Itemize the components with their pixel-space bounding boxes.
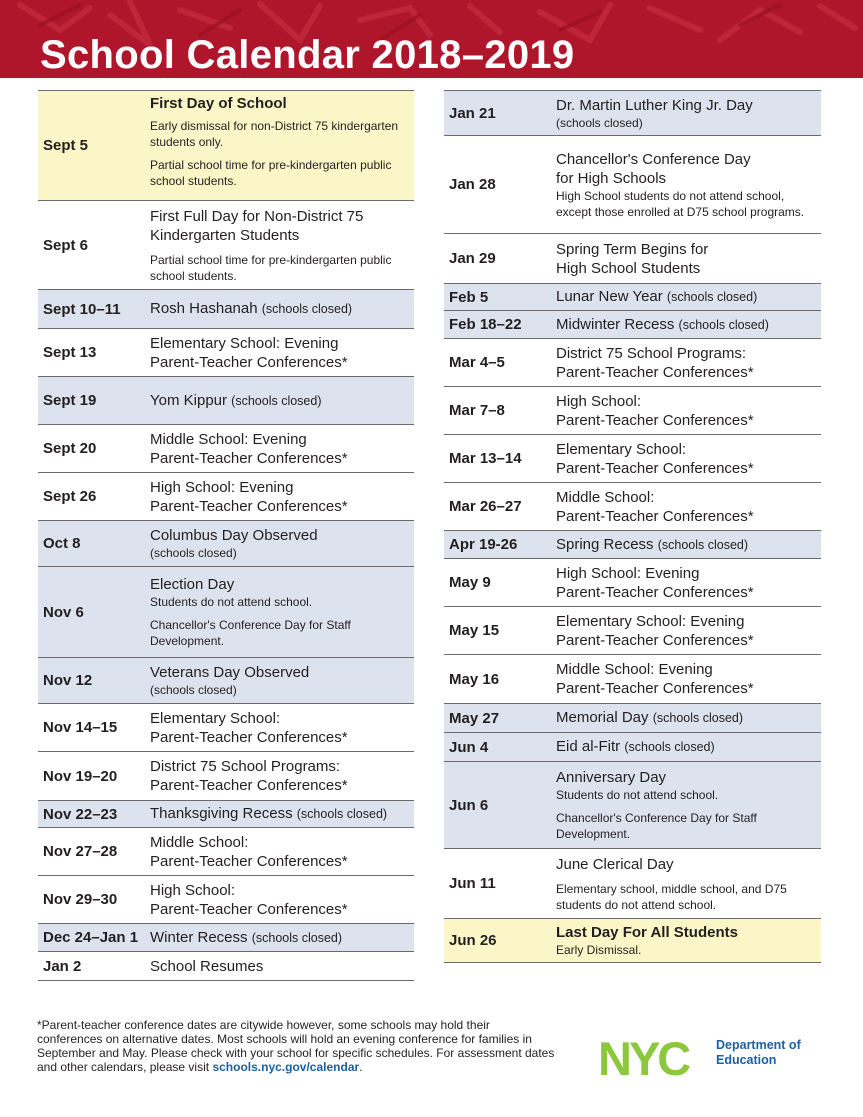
footnote-text: *Parent-teacher conference dates are citywide however, some schools may hold their conferences on alternative dates. Most schools will hold an evening conference for families in September and May. Please check with your school for specific schedules. For assessment dates and other calendars, please visit [37,1018,555,1074]
calendar-row-sept-26 [38,472,414,520]
calendar-row-jun-4 [444,732,821,761]
event-date: Nov 12 [43,672,93,689]
footnote [37,1018,557,1074]
event-title: Anniversary Day [556,769,667,786]
calendar-row-mar-7 [444,386,821,434]
event-title: Spring Recess [556,535,654,553]
event-title: Spring Term Begins for [556,240,709,258]
event-status: (schools closed) [296,807,388,821]
event-date: Sept 6 [43,236,89,254]
event-date: Sept 19 [43,392,97,409]
calendar-row-mar-26 [444,482,821,530]
event-title: High School: Evening [556,564,700,582]
event-title: Last Day For All Students [556,924,738,941]
event-date: Sept 26 [43,488,97,505]
calendar-row-nov-12 [38,657,414,703]
event-title: Elementary School: Evening [556,612,745,630]
right-calendar-column [444,90,821,963]
event-status: (schools closed) [261,302,353,316]
event-date: Nov 6 [43,603,84,621]
calendar-row-mar-13 [444,434,821,482]
calendar-row-apr-19 [444,530,821,558]
event-title: June Clerical Day [556,855,674,873]
left-calendar-column [38,90,414,981]
event-note: Elementary school, middle school, and D75 students do not attend school. [556,881,787,912]
logo-line2: Education [716,1053,777,1067]
event-date: Jun 11 [449,875,496,892]
event-date: Sept 20 [43,440,97,457]
event-date: Jun 4 [449,738,489,756]
event-title-line2: Parent-Teacher Conferences* [150,728,348,746]
calendar-row-sept-10 [38,289,414,328]
event-date: Nov 14–15 [43,719,118,736]
header-banner [0,0,863,78]
event-sub: Students do not attend school. [556,788,719,802]
event-date: Jan 28 [449,176,496,193]
calendar-row-nov-6 [38,566,414,657]
calendar-row-nov-14 [38,703,414,751]
event-title: Lunar New Year [556,288,663,305]
event-status: (schools closed) [231,393,322,408]
event-date: May 9 [449,574,491,591]
event-date: Mar 26–27 [449,498,522,515]
event-sub: Early Dismissal. [556,943,642,957]
event-title: Winter Recess [150,928,248,946]
calendar-row-jun-6 [444,761,821,848]
event-status: (schools closed) [652,711,744,725]
logo-line1: Department of [716,1038,801,1052]
event-title: Middle School: [150,833,249,851]
event-date: Sept 5 [43,137,89,154]
event-date: Mar 4–5 [449,354,505,371]
event-title: Thanksgiving Recess [150,805,293,822]
event-date: Mar 13–14 [449,450,522,467]
event-sub: Students do not attend school. [150,595,313,609]
event-title: Elementary School: [150,709,281,727]
calendar-row-nov-19 [38,751,414,800]
calendar-row-dec-24 [38,923,414,951]
event-title-line2: Parent-Teacher Conferences* [150,497,348,515]
event-date: Sept 13 [43,344,97,361]
event-title: First Full Day for Non-District 75 Kindergarten Students [150,207,364,244]
event-title: Memorial Day [556,709,649,726]
event-date: Jun 26 [449,932,497,949]
event-date: Nov 27–28 [43,843,118,860]
event-date: Nov 29–30 [43,891,118,908]
event-title-line2: Parent-Teacher Conferences* [556,459,754,477]
event-date: Sept 10–11 [43,300,121,318]
event-date: Apr 19-26 [449,536,518,553]
calendar-row-oct-8 [38,520,414,566]
event-title: Eid al-Fitr [556,738,621,755]
calendar-row-sept-6 [38,200,414,289]
calendar-row-jan-21 [444,90,821,135]
event-note: Chancellor's Conference Day for Staff Development. [556,811,757,841]
event-title-line2: for High Schools [556,169,667,187]
event-title-line2: Parent-Teacher Conferences* [150,852,348,870]
event-date: Oct 8 [43,535,81,552]
calendar-row-nov-22 [38,800,414,827]
calendar-row-nov-29 [38,875,414,923]
page-title: School Calendar 2018–2019 [40,33,575,77]
event-status: (schools closed) [678,317,769,332]
calendar-row-jun-11 [444,848,821,918]
calendar-row-jan-2 [38,951,414,981]
nyc-doe-logo [598,1035,823,1080]
event-title: Rosh Hashanah [150,300,258,317]
calendar-row-may-27 [444,703,821,732]
event-status: (schools closed) [150,683,237,697]
event-title-line2: Parent-Teacher Conferences* [556,583,754,601]
event-title-line2: Parent-Teacher Conferences* [556,411,754,429]
event-note: Early dismissal for non-District 75 kindergarten students only. [150,119,399,149]
event-date: Jan 2 [43,957,82,975]
event-note: Partial school time for pre-kindergarten public school students. [150,252,392,283]
event-title: High School: [556,392,642,410]
event-date: Nov 22–23 [43,805,118,823]
event-note: High School students do not attend school, except those enrolled at D75 school programs. [556,188,805,219]
event-date: Jan 21 [449,104,496,122]
calendar-row-may-9 [444,558,821,606]
event-title-line2: Parent-Teacher Conferences* [556,680,754,697]
calendar-row-jan-29 [444,233,821,283]
calendar-row-may-16 [444,654,821,703]
event-status: (schools closed) [657,537,749,552]
event-title: Columbus Day Observed [150,527,318,544]
calendar-row-feb-18 [444,310,821,338]
event-status: (schools closed) [666,290,758,304]
event-date: Jan 29 [449,250,496,267]
calendar-row-jan-28 [444,135,821,233]
event-date: May 15 [449,622,500,639]
calendar-row-sept-13 [38,328,414,376]
calendar-link[interactable]: schools.nyc.gov/calendar [212,1060,360,1074]
event-title: Middle School: Evening [150,430,307,448]
event-title-line2: Parent-Teacher Conferences* [150,353,348,371]
event-title: Elementary School: [556,440,687,458]
event-title: District 75 School Programs: [556,344,747,362]
event-title-line2: Parent-Teacher Conferences* [556,631,754,649]
event-title: Chancellor's Conference Day [556,150,751,168]
event-title-line2: Parent-Teacher Conferences* [150,777,348,794]
event-title-line2: Parent-Teacher Conferences* [150,449,348,467]
event-status: (schools closed) [624,740,715,754]
event-date: Feb 18–22 [449,316,522,333]
event-title: High School: Evening [150,478,294,496]
event-title: School Resumes [150,957,264,975]
calendar-row-mar-4 [444,338,821,386]
event-title: First Day of School [150,95,287,112]
event-date: Nov 19–20 [43,767,118,785]
event-title: Veterans Day Observed [150,664,310,681]
event-title-line2: Parent-Teacher Conferences* [150,900,348,918]
event-title-line2: Parent-Teacher Conferences* [556,507,754,525]
event-status: (schools closed) [556,115,643,130]
event-date: Mar 7–8 [449,402,505,419]
calendar-row-sept-20 [38,424,414,472]
event-date: Dec 24–Jan 1 [43,929,139,946]
footnote-end: . [359,1060,363,1074]
event-title: Midwinter Recess [556,315,675,333]
event-title: District 75 School Programs: [150,758,341,775]
calendar-row-feb-5 [444,283,821,310]
logo-wordmark-text: NYC [598,1035,689,1080]
calendar-row-nov-27 [38,827,414,875]
event-date: May 27 [449,709,500,727]
event-date: Jun 6 [449,796,489,814]
event-title: Yom Kippur [150,391,227,409]
logo-wordmark [598,1035,690,1080]
event-date: Feb 5 [449,288,489,306]
event-status: (schools closed) [251,930,343,945]
event-note: Chancellor's Conference Day for Staff Development. [150,618,351,648]
event-date: May 16 [449,670,500,688]
event-title: Middle School: [556,488,655,506]
event-title: High School: [150,881,236,899]
event-note: Partial school time for pre-kindergarten public school students. [150,158,392,188]
event-title: Elementary School: Evening [150,334,339,352]
event-title-line2: Parent-Teacher Conferences* [556,363,754,381]
calendar-row-sept-19 [38,376,414,424]
calendar-row-may-15 [444,606,821,654]
event-title: Election Day [150,576,235,593]
calendar-row-sept-5 [38,90,414,200]
event-status: (schools closed) [150,546,237,560]
event-title: Middle School: Evening [556,661,713,678]
event-title-line2: High School Students [556,259,701,277]
event-title: Dr. Martin Luther King Jr. Day [556,96,753,114]
calendar-row-jun-26 [444,918,821,963]
